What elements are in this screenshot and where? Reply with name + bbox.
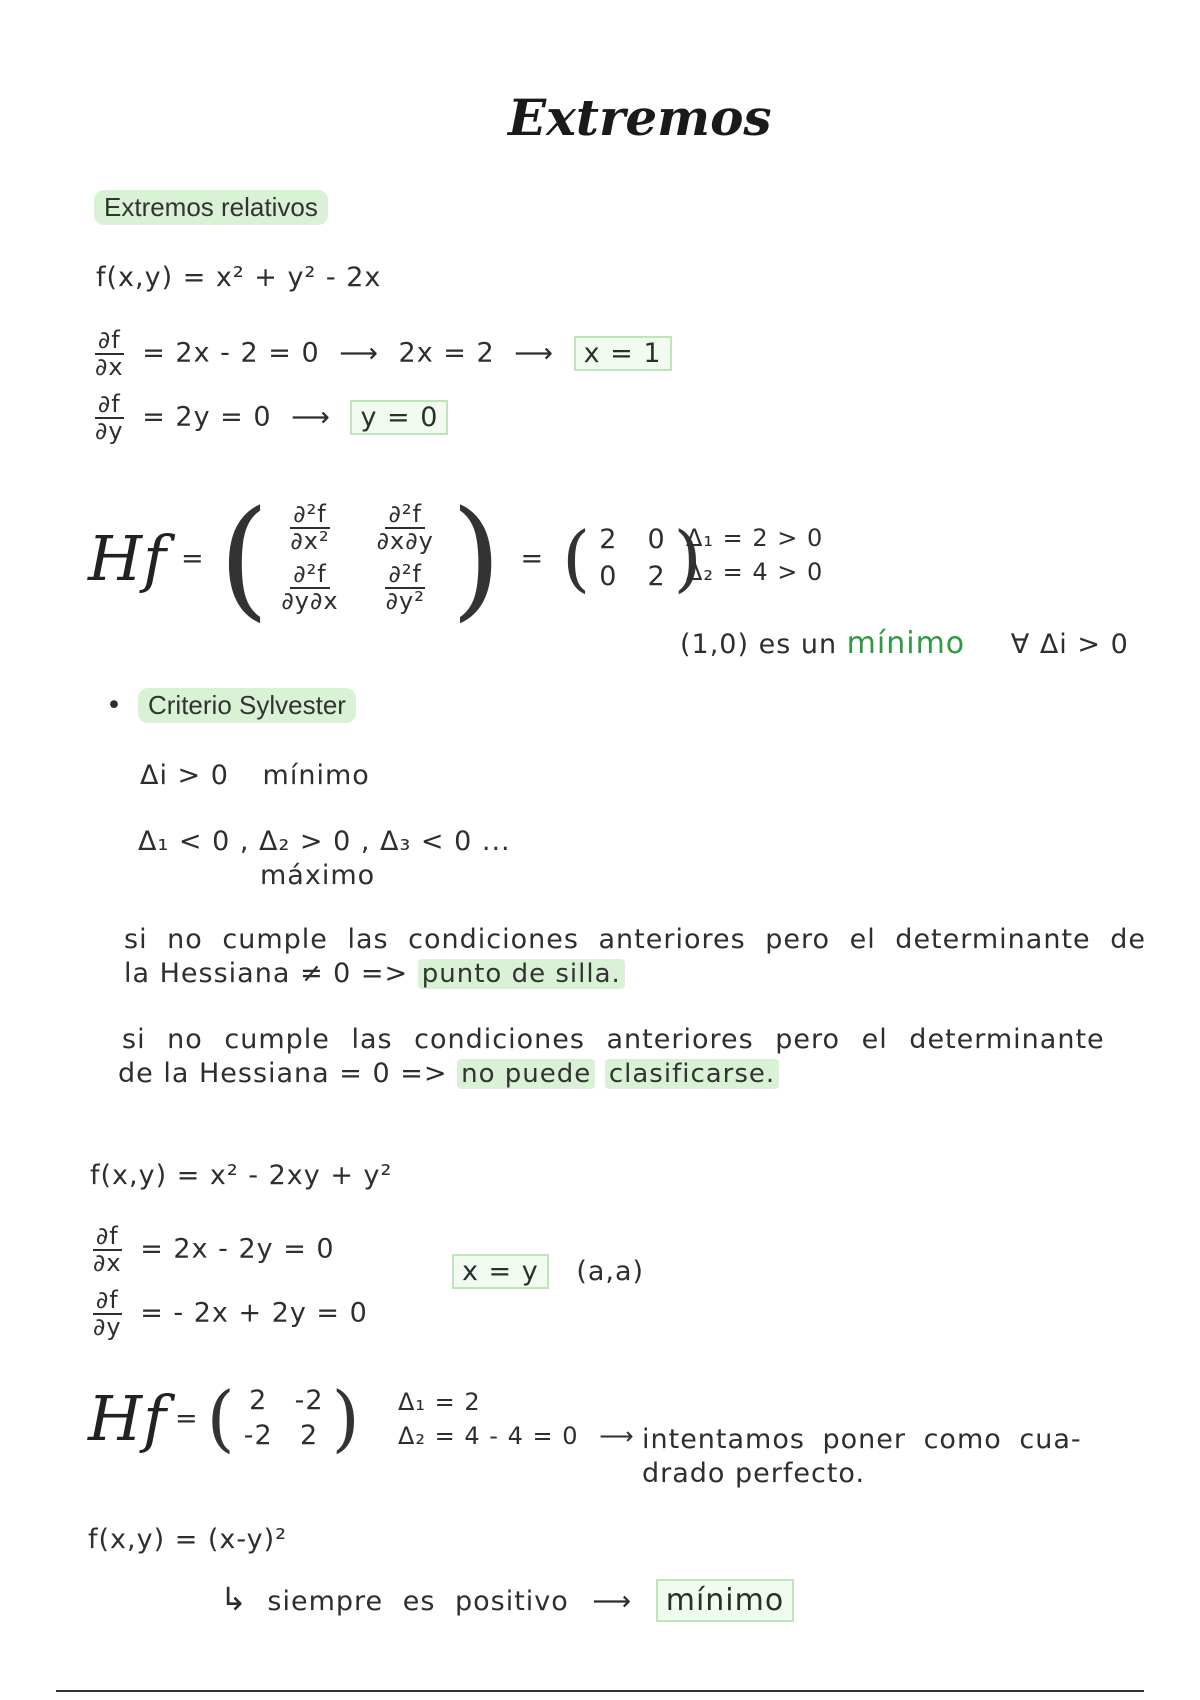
delta-2-expression: Δ₂ = 4 - 4 = 0: [398, 1422, 579, 1450]
fraction-denominator: ∂y: [95, 417, 124, 446]
fraction-denominator: ∂x: [93, 1249, 122, 1278]
critical-line-result: [452, 1256, 644, 1287]
final-conclusion: [220, 1580, 794, 1618]
partial-y-fraction: [90, 1288, 125, 1340]
paragraph-1-text: la Hessiana ≠ 0 =>: [124, 958, 409, 989]
y-result-box: y = 0: [350, 400, 448, 435]
fraction-numerator: ∂²f: [385, 562, 424, 589]
paragraph-1-line-2: [124, 958, 625, 989]
partial-x-expression: = 2x - 2y = 0: [140, 1233, 335, 1265]
matrix-cell: 2: [249, 1385, 268, 1416]
fraction-numerator: ∂²f: [290, 502, 329, 529]
hessian-partials-matrix: [219, 482, 503, 634]
hessian-values-matrix: [562, 516, 703, 600]
paragraph-1-line-1: si no cumple las condiciones anteriores pero el determinante de: [124, 924, 1146, 955]
x-result-box: x = 1: [574, 336, 672, 371]
partial-x-equation-2: [90, 1224, 335, 1276]
matrix-cell: 2: [599, 524, 618, 555]
h22-fraction: [383, 562, 428, 614]
cannot-classify-highlight-2: clasificarse.: [605, 1059, 779, 1089]
matrix-cell: 2: [647, 561, 666, 592]
conclusion-line: [680, 626, 1129, 661]
delta-2-example-2: [398, 1422, 635, 1450]
conclusion-text: (1,0) es un: [680, 629, 838, 660]
fraction-numerator: ∂f: [95, 392, 124, 419]
arrow-icon: ⟶: [592, 1586, 633, 1617]
fraction-numerator: ∂²f: [290, 562, 329, 589]
always-positive-text: siempre es positivo: [267, 1586, 569, 1617]
partial-x-expression: = 2x - 2 = 0: [142, 337, 320, 369]
function-definition-2: f(x,y) = x² - 2xy + y²: [90, 1160, 393, 1191]
critical-point-family: (a,a): [576, 1256, 645, 1287]
hessian-symbol: Hf: [88, 521, 168, 595]
hook-arrow-icon: ↳: [220, 1580, 248, 1618]
partial-y-equation-2: [90, 1288, 368, 1340]
paragraph-2-text: de la Hessiana = 0 =>: [118, 1058, 448, 1089]
saddle-point-highlight: punto de silla.: [418, 959, 625, 989]
matrix-cell: 0: [647, 524, 666, 555]
arrow-icon: ⟶: [291, 401, 331, 433]
matrix-grid: [270, 499, 450, 616]
arrow-icon: ⟶: [599, 1422, 635, 1450]
min-word: mínimo: [262, 760, 370, 791]
sylvester-min-rule: [140, 760, 370, 791]
left-paren: (: [218, 482, 271, 634]
fraction-denominator: ∂x: [95, 353, 124, 382]
paragraph-2-line-1: si no cumple las condiciones anteriores pero el determinante: [122, 1024, 1105, 1055]
arrow-icon: ⟶: [514, 337, 554, 369]
sylvester-max-condition: Δ₁ < 0 , Δ₂ > 0 , Δ₃ < 0 ...: [138, 826, 511, 857]
left-paren: (: [562, 516, 592, 600]
h12-fraction: [374, 499, 437, 555]
perfect-square: f(x,y) = (x-y)²: [88, 1524, 288, 1555]
fraction-numerator: ∂f: [95, 328, 124, 355]
hessian-values-matrix: [207, 1376, 361, 1460]
equals-sign: =: [175, 1402, 199, 1434]
fraction-numerator: ∂f: [93, 1224, 122, 1251]
fraction-denominator: ∂x²: [290, 526, 330, 555]
x-equals-y-box: x = y: [452, 1254, 549, 1289]
right-paren: ): [331, 1376, 361, 1460]
matrix-cell: 2: [300, 1420, 319, 1451]
fraction-numerator: ∂f: [93, 1288, 122, 1315]
fraction-denominator: ∂x∂y: [376, 526, 434, 555]
partial-x-fraction: [92, 328, 127, 380]
partial-y-fraction: [92, 392, 127, 444]
delta-2: Δ₂ = 4 > 0: [686, 558, 824, 586]
minimum-result-box: mínimo: [656, 1579, 795, 1622]
matrix-grid: [236, 1385, 332, 1451]
paragraph-2-line-2: [118, 1058, 779, 1089]
equals-sign: =: [181, 542, 205, 574]
for-all-condition: ∀ Δi > 0: [1010, 629, 1129, 660]
note-line-2: drado perfecto.: [642, 1458, 866, 1489]
fraction-numerator: ∂²f: [385, 502, 424, 529]
matrix-cell: 0: [599, 561, 618, 592]
minimum-word: mínimo: [846, 626, 966, 661]
page-title: Extremos: [508, 88, 772, 147]
partial-y-equation-1: [92, 392, 448, 444]
left-paren: (: [206, 1376, 236, 1460]
bullet: •: [106, 690, 123, 721]
hessian-matrix-1: [88, 482, 703, 634]
partial-x-simplified: 2x = 2: [398, 337, 495, 369]
fraction-denominator: ∂y∂x: [281, 587, 339, 616]
hessian-symbol: Hf: [88, 1381, 168, 1455]
arrow-icon: ⟶: [339, 337, 379, 369]
min-condition: Δi > 0: [140, 760, 229, 791]
matrix-grid: [591, 524, 673, 592]
note-line-1: intentamos poner como cua-: [642, 1424, 1082, 1455]
h11-fraction: [287, 499, 332, 555]
fraction-denominator: ∂y²: [385, 587, 425, 616]
partial-x-equation-1: [92, 328, 672, 380]
delta-1: Δ₁ = 2 > 0: [686, 524, 824, 552]
partial-x-fraction: [90, 1224, 125, 1276]
matrix-cell: -2: [243, 1420, 273, 1451]
hessian-matrix-2: [88, 1376, 361, 1460]
delta-1-example-2: Δ₁ = 2: [398, 1388, 481, 1416]
bottom-rule: [56, 1690, 1144, 1692]
h21-fraction: [278, 562, 341, 614]
right-paren: ): [673, 516, 703, 600]
matrix-cell: -2: [294, 1385, 324, 1416]
cannot-classify-highlight-1: no puede: [457, 1059, 595, 1089]
section-heading-extremos-relativos: Extremos relativos: [94, 190, 328, 225]
function-definition-1: f(x,y) = x² + y² - 2x: [96, 262, 382, 293]
partial-y-expression: = - 2x + 2y = 0: [140, 1297, 368, 1329]
right-paren: ): [450, 482, 503, 634]
equals-sign: =: [520, 542, 545, 574]
sylvester-max-word: máximo: [260, 860, 376, 891]
section-heading-criterio-sylvester: Criterio Sylvester: [138, 688, 356, 723]
fraction-denominator: ∂y: [93, 1313, 122, 1342]
partial-y-expression: = 2y = 0: [142, 401, 272, 433]
